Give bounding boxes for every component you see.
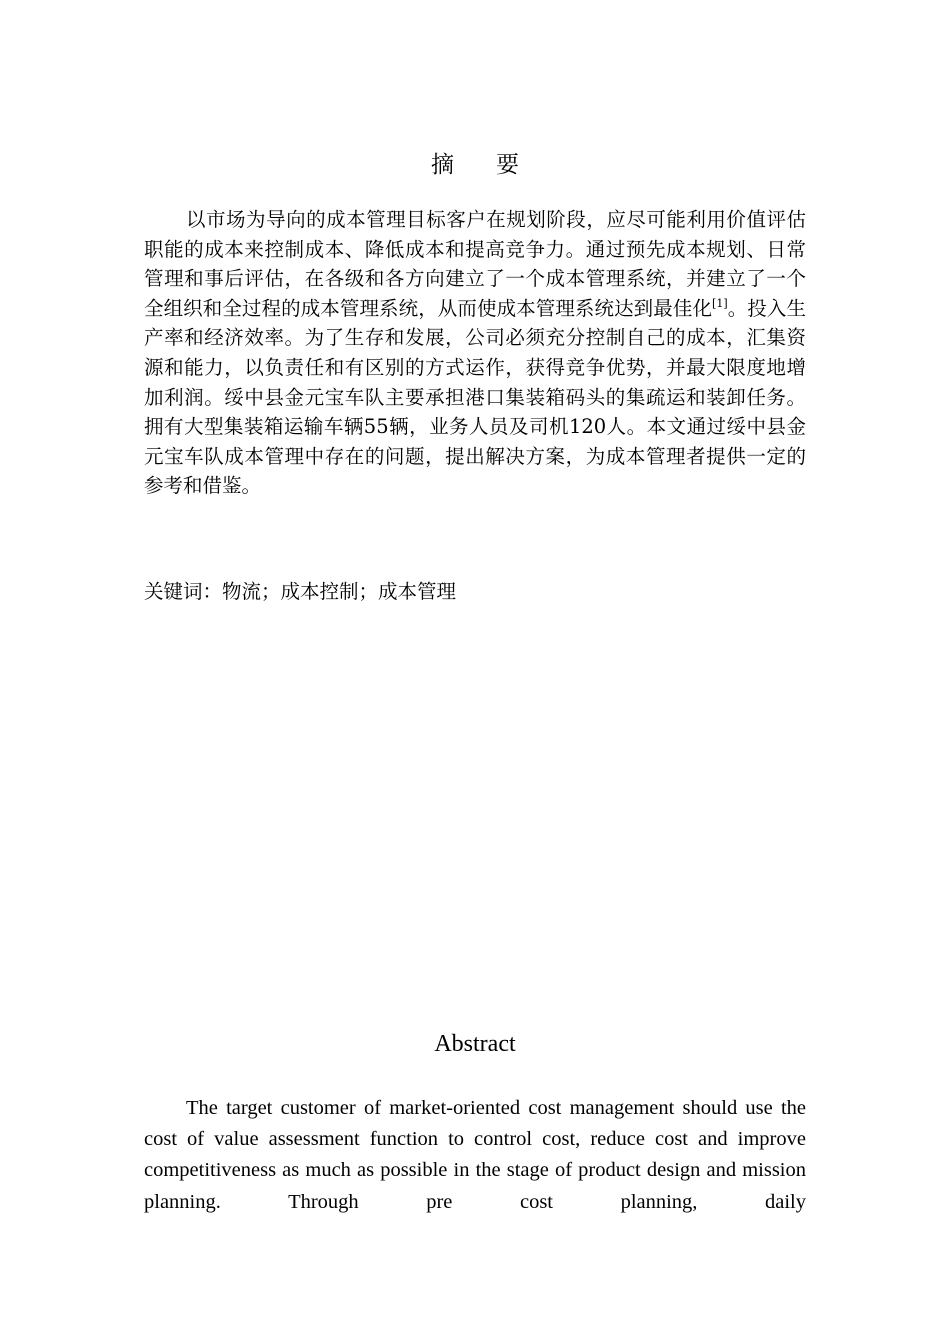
citation-reference: [1] [712,296,728,310]
chinese-abstract-body [144,205,806,501]
keywords-value: 物流；成本控制；成本管理 [222,580,457,603]
keywords-label: 关键词： [144,580,223,603]
chinese-abstract-title: 摘要 [431,152,561,178]
chinese-abstract-body-part1: 以市场为导向的成本管理目标客户在规划阶段，应尽可能利用价值评估职能的成本来控制成本、降低成本和提高竞争力。通过预先成本规划、日常管理和事后评估，在各级和各方向建立了一个成本管理系统，并建立了一个全组织和全过程的成本管理系统，从而使成本管理系统达到最佳化 [144,208,806,320]
chinese-abstract-body-part2: 。投入生产率和经济效率。为了生存和发展，公司必须充分控制自己的成本，汇集资源和能力，以负责任和有区别的方式运作，获得竞争优势，并最大限度地增加利润。绥中县金元宝车队主要承担港口集装箱码头的集疏运和装卸任务。拥有大型集装箱运输车辆55辆，业务人员及司机120人。本文通过绥中县金元宝车队成本管理中存在的问题，提出解决方案，为成本管理者提供一定的参考和借鉴。 [144,296,806,498]
english-abstract-body: The target customer of market-oriented cost management should use the cost of value assessment function to control cost, reduce cost and improve competitiveness as much as possible in the stage of product design and mission planning. Through pre cost planning, daily [144,1097,806,1213]
keywords-line [144,577,806,607]
english-abstract-title: Abstract [434,1031,516,1057]
